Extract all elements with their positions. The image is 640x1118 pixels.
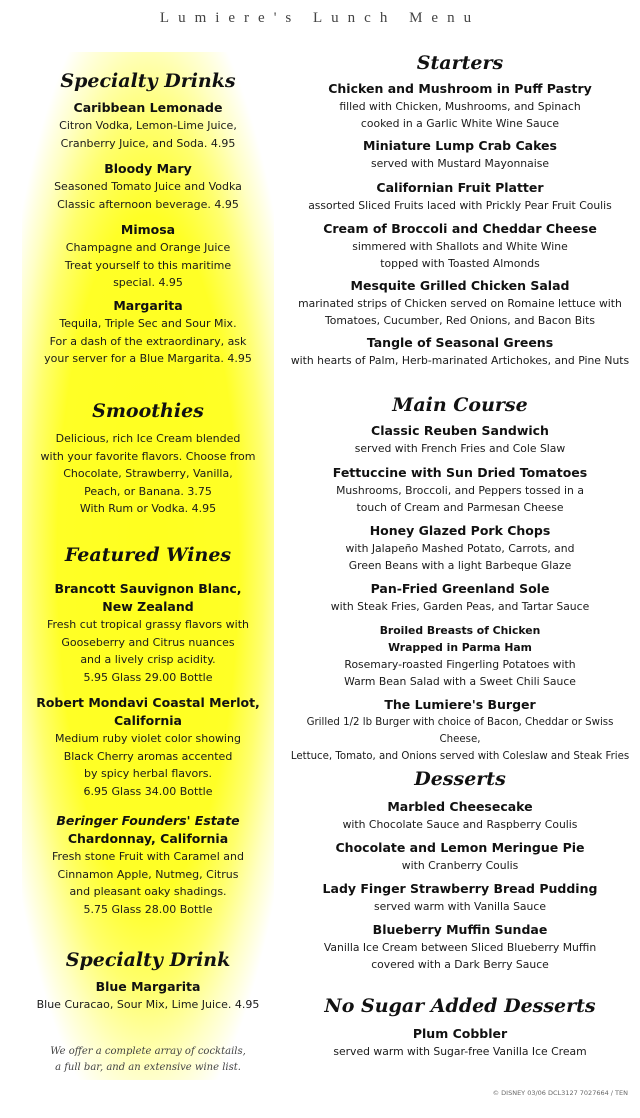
specialty-drink-heading: Specialty Drink xyxy=(65,949,231,971)
menu-item xyxy=(290,839,630,874)
item-name: Plum Cobbler xyxy=(412,1026,508,1041)
item-name: Honey Glazed Pork Chops xyxy=(369,523,551,538)
item-desc: with Cranberry Coulis xyxy=(401,859,519,872)
menu-item xyxy=(290,622,630,690)
item-name: Lady Finger Strawberry Bread Pudding xyxy=(322,881,598,896)
item-name: Californian Fruit Platter xyxy=(376,180,544,195)
item-name: Blueberry Muffin Sundae xyxy=(372,922,548,937)
item-desc: served with French Fries and Cole Slaw xyxy=(354,442,566,455)
drink-name: Bloody Mary xyxy=(104,161,192,176)
wine-region: Chardonnay, California xyxy=(67,831,229,846)
wine-desc: Medium ruby violet color showing Black Cherry aromas accented by spicy herbal flavors. 6.95 Glass 34.00 Bottle xyxy=(55,732,241,798)
drinks-column xyxy=(22,52,274,1080)
starters-heading: Starters xyxy=(416,52,504,74)
item-desc: Mushrooms, Broccoli, and Peppers tossed in a touch of Cream and Parmesan Cheese xyxy=(336,484,584,514)
item-name: Chocolate and Lemon Meringue Pie xyxy=(335,840,585,855)
drink-name: Caribbean Lemonade xyxy=(73,100,223,115)
item-desc: served warm with Sugar-free Vanilla Ice Cream xyxy=(333,1045,587,1058)
item-desc: with hearts of Palm, Herb-marinated Artichokes, and Pine Nuts xyxy=(290,354,630,367)
footnote-text: We offer a complete array of cocktails, a full bar, and an extensive wine list. xyxy=(50,1046,246,1073)
drink-item xyxy=(22,297,274,368)
menu-item xyxy=(290,277,630,329)
wine-desc: Fresh cut tropical grassy flavors with Gooseberry and Citrus nuances and a lively crisp acidity. 5.95 Glass 29.00 Bottle xyxy=(46,618,250,684)
item-desc: with Chocolate Sauce and Raspberry Coulis xyxy=(342,818,578,831)
wine-item xyxy=(22,812,274,918)
menu-item xyxy=(290,80,630,132)
item-name: Pan-Fried Greenland Sole xyxy=(370,581,550,596)
menu-item xyxy=(290,464,630,516)
smoothies-heading: Smoothies xyxy=(92,400,204,422)
wine-desc: Fresh stone Fruit with Caramel and Cinnamon Apple, Nutmeg, Citrus and pleasant oaky shadings. 5.75 Glass 28.00 Bottle xyxy=(52,850,244,916)
item-desc: with Steak Fries, Garden Peas, and Tartar Sauce xyxy=(330,600,590,613)
wine-name: Brancott Sauvignon Blanc, xyxy=(54,581,242,596)
main-course-heading: Main Course xyxy=(392,394,528,416)
drink-desc: Seasoned Tomato Juice and Vodka Classic afternoon beverage. 4.95 xyxy=(54,180,242,211)
wine-item xyxy=(22,694,274,800)
smoothies-item xyxy=(22,430,274,518)
drink-name: Mimosa xyxy=(120,222,176,237)
item-desc: Rosemary-roasted Fingerling Potatoes with Warm Bean Salad with a Sweet Chili Sauce xyxy=(344,658,576,688)
drink-name: Blue Margarita xyxy=(95,979,201,994)
item-desc: with Jalapeño Mashed Potato, Carrots, and Green Beans with a light Barbeque Glaze xyxy=(345,542,575,572)
item-desc: assorted Sliced Fruits laced with Prickly Pear Fruit Coulis xyxy=(308,199,612,212)
item-desc: served with Mustard Mayonnaise xyxy=(370,157,550,170)
menu-item xyxy=(290,696,630,765)
drink-desc: Tequila, Triple Sec and Sour Mix. For a dash of the extraordinary, ask your server for a Blue Margarita. 4.95 xyxy=(44,317,252,365)
drink-item xyxy=(22,221,274,292)
item-name: Miniature Lump Crab Cakes xyxy=(363,138,557,153)
drink-name: Margarita xyxy=(113,298,183,313)
item-name: Fettuccine with Sun Dried Tomatoes xyxy=(332,465,588,480)
item-desc: Grilled 1/2 lb Burger with choice of Bacon, Cheddar or Swiss Cheese, Lettuce, Tomato, and Onions served with Coleslaw and Steak Fries xyxy=(290,717,630,762)
item-desc: simmered with Shallots and White Wine topped with Toasted Almonds xyxy=(352,240,568,270)
item-name: Cream of Broccoli and Cheddar Cheese xyxy=(323,221,597,236)
wine-region: California xyxy=(114,713,182,728)
smoothies-desc: Delicious, rich Ice Cream blended with your favorite flavors. Choose from Chocolate, Strawberry, Vanilla, Peach, or Banana. 3.75 With Rum or Vodka. 4.95 xyxy=(40,432,256,515)
menu-item xyxy=(290,1025,630,1060)
wine-name: Beringer Founders' Estate xyxy=(56,813,240,828)
item-desc: filled with Chicken, Mushrooms, and Spinach cooked in a Garlic White Wine Sauce xyxy=(339,100,581,130)
item-name: Marbled Cheesecake xyxy=(387,799,533,814)
drink-desc: Blue Curacao, Sour Mix, Lime Juice. 4.95 xyxy=(36,998,260,1011)
item-desc: served warm with Vanilla Sauce xyxy=(374,900,546,913)
specialty-drinks-heading: Specialty Drinks xyxy=(60,70,236,92)
menu-item xyxy=(290,522,630,574)
desserts-heading: Desserts xyxy=(414,768,506,790)
menu-item xyxy=(290,422,630,457)
menu-item xyxy=(290,921,630,973)
menu-item xyxy=(290,220,630,272)
menu-item xyxy=(290,580,630,615)
menu-item xyxy=(290,179,630,214)
item-name: The Lumiere's Burger xyxy=(384,697,536,712)
wine-name: Robert Mondavi Coastal Merlot, xyxy=(36,695,260,710)
item-name: Tangle of Seasonal Greens xyxy=(366,335,554,350)
menu-item xyxy=(290,334,630,369)
menu-item xyxy=(290,880,630,915)
item-name: Classic Reuben Sandwich xyxy=(371,423,549,438)
no-sugar-heading: No Sugar Added Desserts xyxy=(324,995,596,1017)
specialty-drink-item xyxy=(22,978,274,1014)
item-name: Chicken and Mushroom in Puff Pastry xyxy=(328,81,592,96)
item-name: Mesquite Grilled Chicken Salad xyxy=(350,278,570,293)
drink-desc: Champagne and Orange Juice Treat yourself to this maritime special. 4.95 xyxy=(64,241,232,289)
drink-item xyxy=(22,99,274,152)
menu-item xyxy=(290,137,630,172)
copyright-line: © DISNEY 03/06 DCL3127 7027664 / TEN xyxy=(492,1089,628,1097)
drink-desc: Citron Vodka, Lemon-Lime Juice, Cranberry Juice, and Soda. 4.95 xyxy=(59,119,237,150)
featured-wines-heading: Featured Wines xyxy=(64,544,232,566)
drinks-footnote xyxy=(22,1044,274,1076)
item-name: Broiled Breasts of Chicken Wrapped in Parma Ham xyxy=(379,624,541,654)
menu-title: Lumiere's Lunch Menu xyxy=(159,10,481,26)
drink-item xyxy=(22,160,274,213)
wine-item xyxy=(22,580,274,686)
menu-item xyxy=(290,798,630,833)
item-desc: Vanilla Ice Cream between Sliced Blueberry Muffin covered with a Dark Berry Sauce xyxy=(323,941,597,971)
wine-region: New Zealand xyxy=(102,599,194,614)
item-desc: marinated strips of Chicken served on Romaine lettuce with Tomatoes, Cucumber, Red Onions, and Bacon Bits xyxy=(298,297,622,327)
